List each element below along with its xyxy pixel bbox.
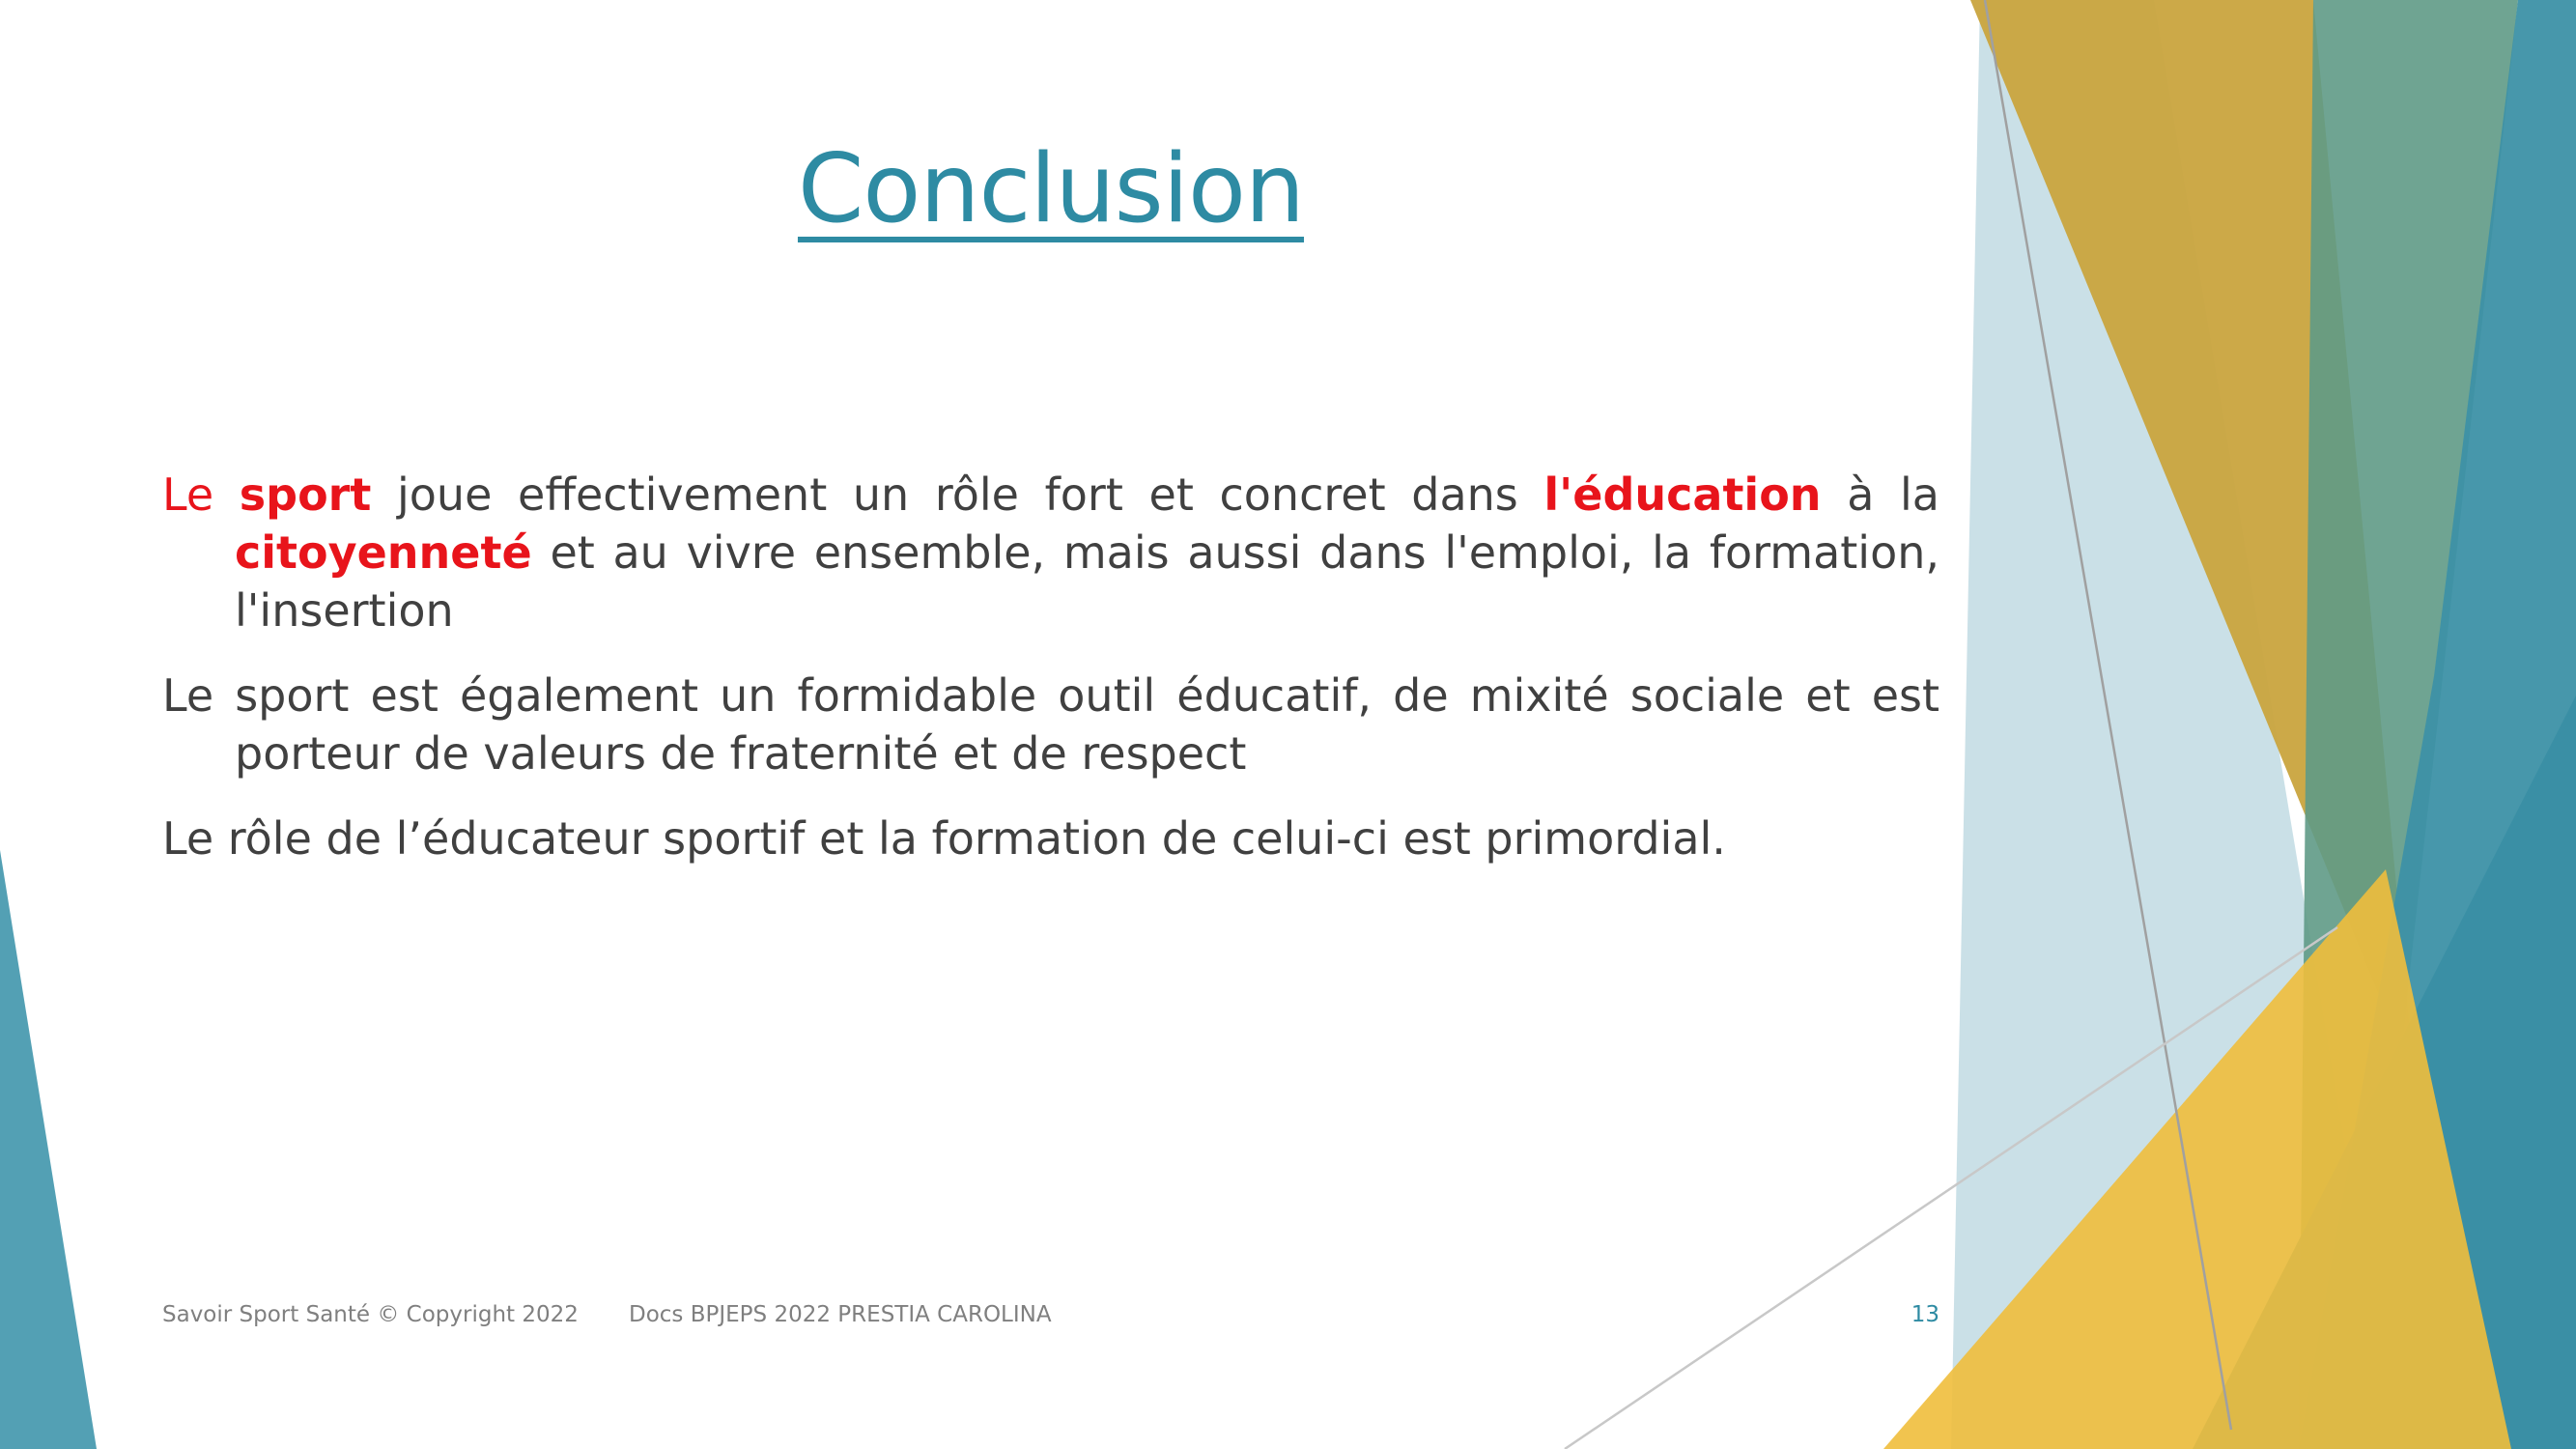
paragraph-1	[162, 466, 1939, 639]
footer-document-info: Docs BPJEPS 2022 PRESTIA CAROLINA	[629, 1302, 1052, 1327]
paragraph-1-text-c: et au vivre ensemble, mais aussi dans l'emploi, la formation, l'insertion	[235, 526, 1940, 637]
paragraph-3: Le rôle de l’éducateur sportif et la formation de celui-ci est primordial.	[162, 812, 1726, 865]
highlight-sport: sport	[239, 469, 372, 521]
highlight-le: Le	[162, 469, 214, 521]
left-teal-shape	[0, 850, 97, 1449]
paragraph-1-text-b: à la	[1847, 469, 1939, 521]
highlight-education: l'éducation	[1543, 469, 1822, 521]
slide-body	[162, 466, 1939, 895]
paragraph-1-text-a: joue effectivement un rôle fort et concret dans	[397, 469, 1518, 521]
slide-title: Conclusion	[797, 134, 1305, 244]
slide-page-number: 13	[1911, 1302, 1939, 1327]
footer-copyright: Savoir Sport Santé © Copyright 2022	[162, 1302, 579, 1327]
highlight-citoyennete: citoyenneté	[235, 526, 532, 579]
paragraph-2: Le sport est également un formidable outil éducatif, de mixité sociale et est porteur de valeurs de fraternité et de respect	[162, 669, 1939, 780]
